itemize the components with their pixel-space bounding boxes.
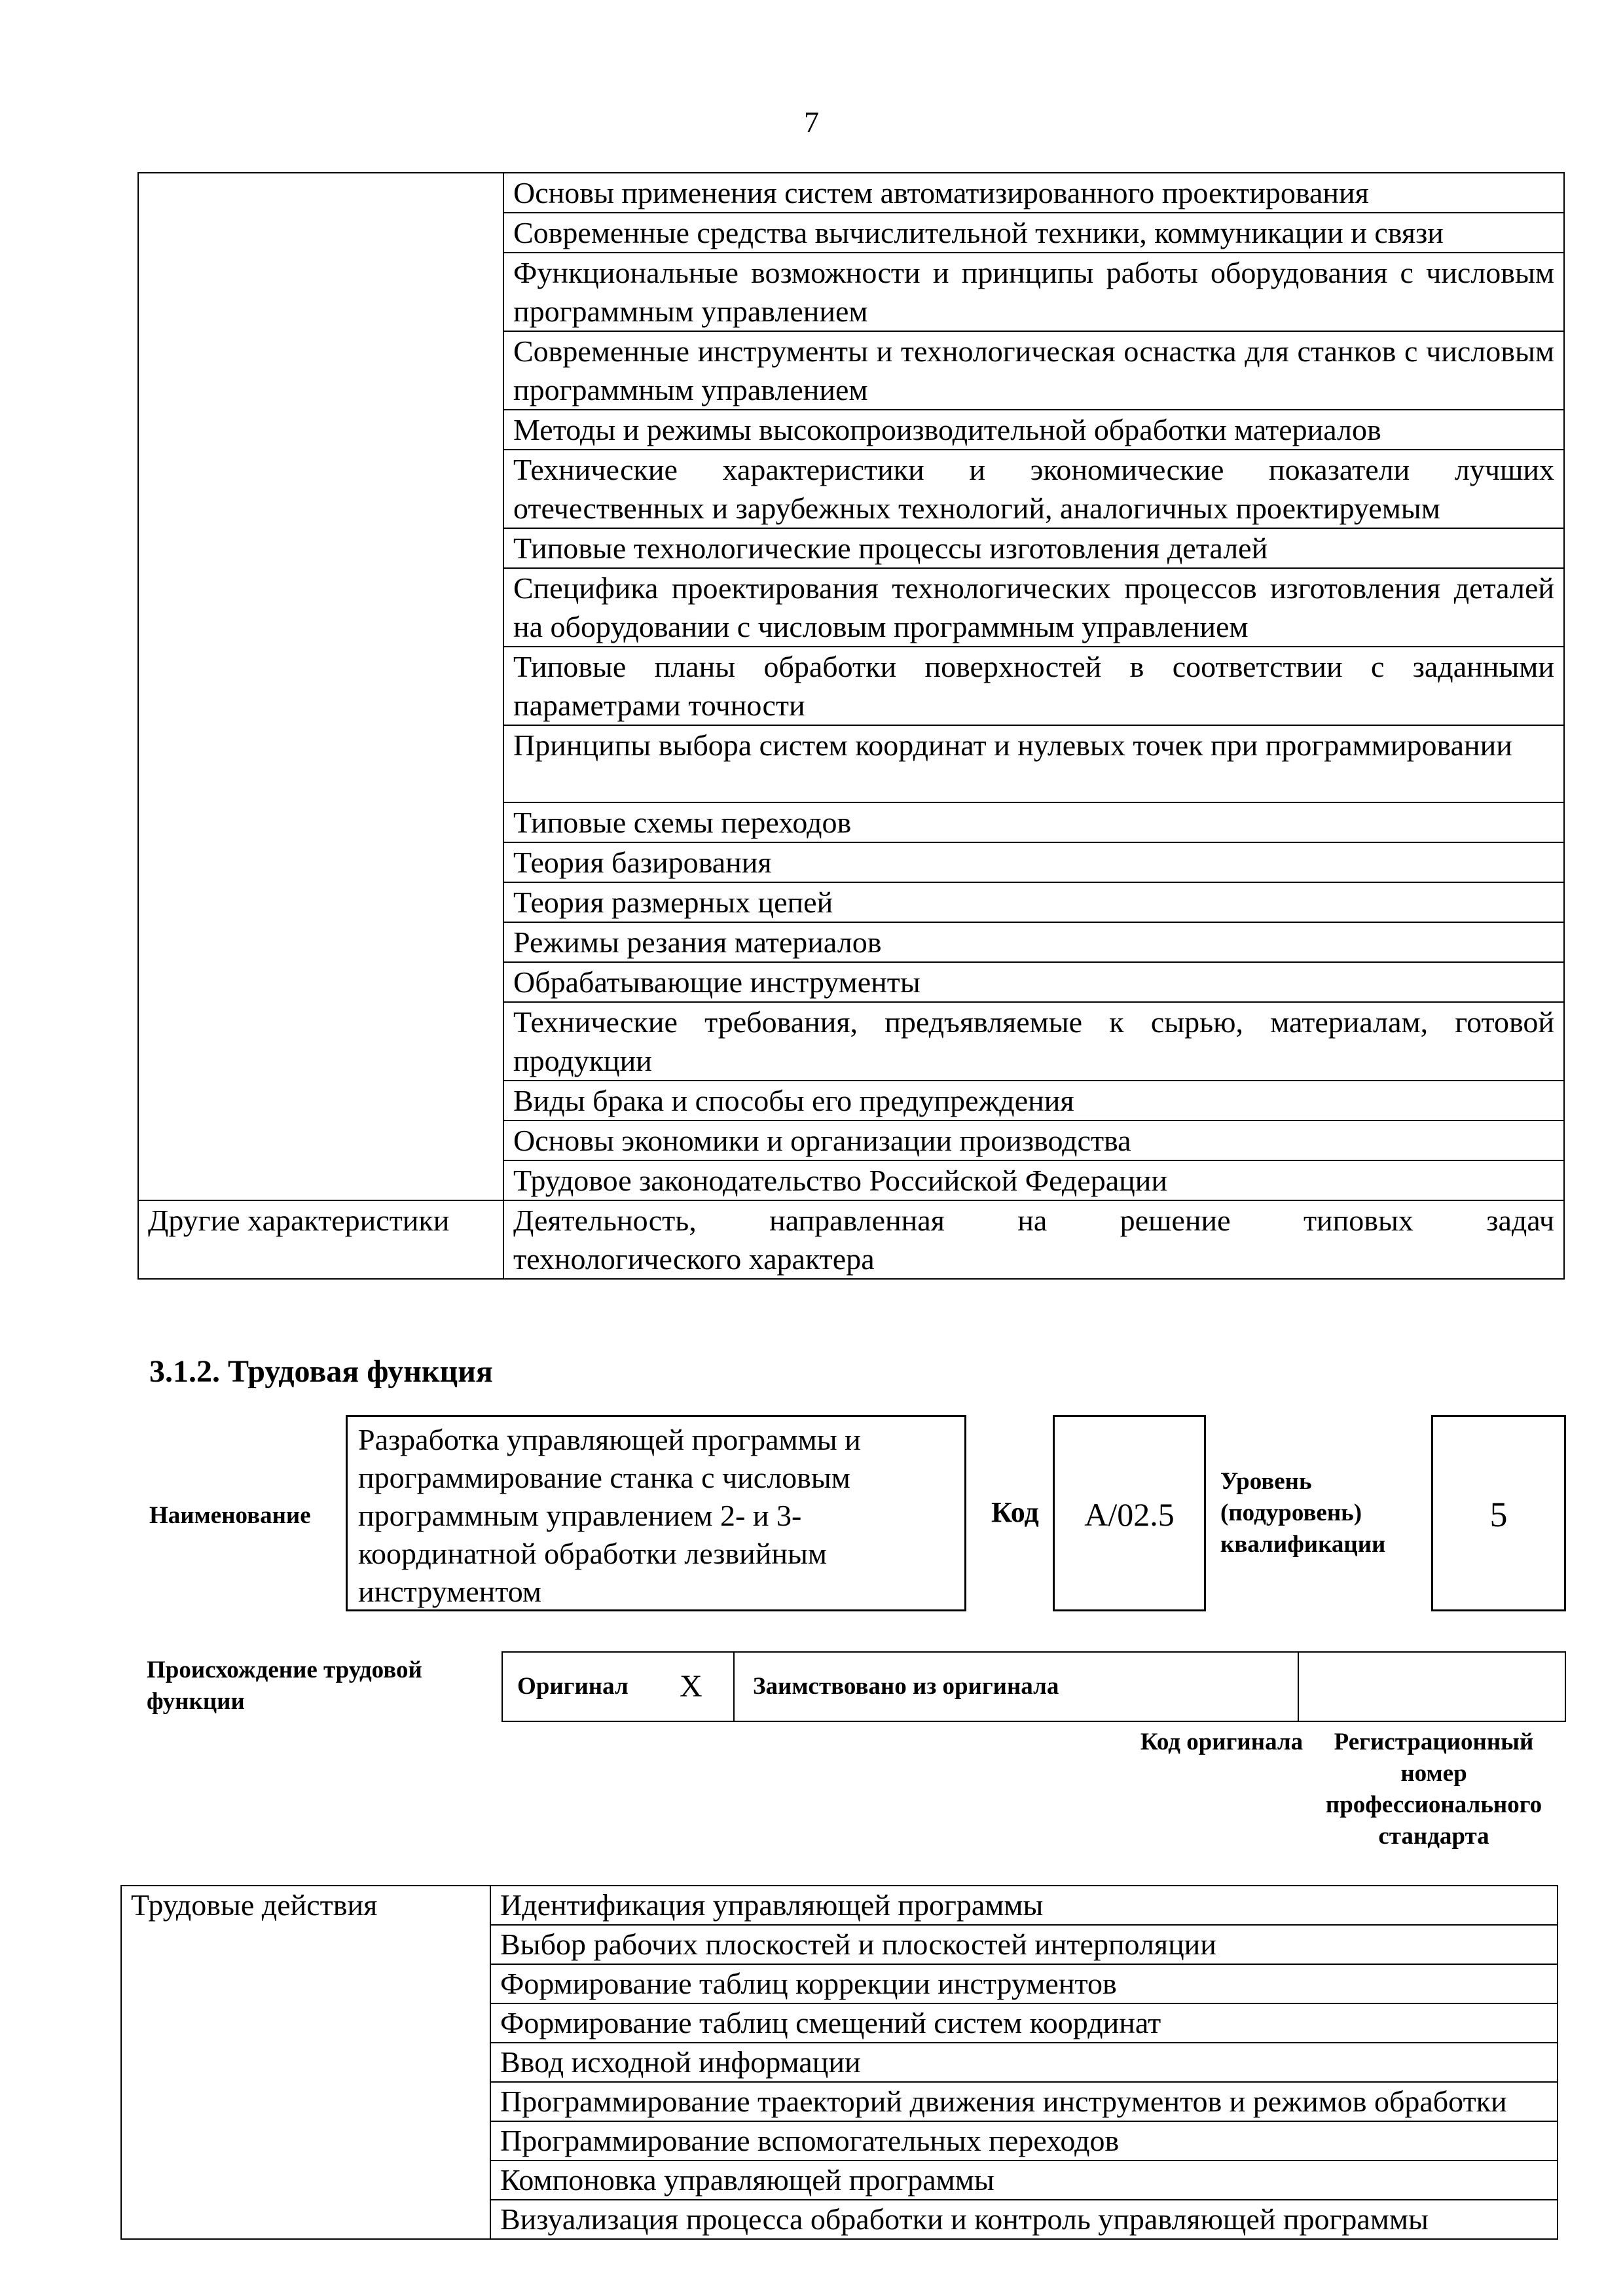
level-label: Уровень (подуровень) квалификации	[1220, 1468, 1386, 1558]
level-value-box: 5	[1431, 1415, 1566, 1611]
knowledge-item: Типовые технологические процессы изготовления деталей	[503, 528, 1564, 568]
other-characteristics-value	[503, 1200, 1564, 1279]
action-item: Ввод исходной информации	[490, 2043, 1558, 2082]
empty-label-cell	[138, 173, 503, 1200]
knowledge-item: Обрабатывающие инструменты	[503, 962, 1564, 1002]
action-item: Формирование таблиц коррекции инструментов	[490, 1964, 1558, 2003]
code-value-box: A/02.5	[1053, 1415, 1206, 1611]
divider	[733, 1653, 735, 1721]
table-row	[138, 1200, 1564, 1279]
actions-label: Трудовые действия	[121, 1886, 490, 2239]
origin-box	[501, 1651, 1566, 1722]
actions-table	[120, 1885, 1558, 2240]
knowledge-item: Теория базирования	[503, 842, 1564, 882]
knowledge-item: Трудовое законодательство Российской Федерации	[503, 1160, 1564, 1200]
registration-caption: Регистрационный номер профессионального стандарта	[1325, 1729, 1542, 1850]
knowledge-item: Специфика проектирования технологических процессов изготовления деталей на оборудовании с числовым программным управлением	[503, 568, 1564, 647]
original-label: Оригинал	[517, 1673, 629, 1700]
knowledge-item: Типовые схемы переходов	[503, 802, 1564, 842]
function-name-box: Разработка управляющей программы и программирование станка с числовым программным управлением 2- и 3-координатной обработки лезвийным инструментом	[346, 1415, 966, 1611]
section-heading: 3.1.2. Трудовая функция	[149, 1354, 493, 1389]
knowledge-item: Основы применения систем автоматизированного проектирования	[503, 173, 1564, 213]
knowledge-item: Современные инструменты и технологическая оснастка для станков с числовым программным управлением	[503, 331, 1564, 410]
divider	[1298, 1653, 1299, 1721]
knowledge-item: Теория размерных цепей	[503, 882, 1564, 922]
action-item: Выбор рабочих плоскостей и плоскостей интерполяции	[490, 1925, 1558, 1964]
other-characteristics-label: Другие характеристики	[138, 1200, 503, 1279]
knowledge-item: Функциональные возможности и принципы работы оборудования с числовым программным управлением	[503, 253, 1564, 331]
knowledge-table	[137, 172, 1565, 1280]
action-item: Программирование траекторий движения инструментов и режимов обработки	[490, 2082, 1558, 2121]
other-value-line1: Деятельность, направленная на решение типовых задач	[513, 1204, 1554, 1237]
knowledge-item: Технические характеристики и экономические показатели лучших отечественных и зарубежных технологий, аналогичных проектируемым	[503, 450, 1564, 528]
code-caption: Код оригинала	[1140, 1729, 1304, 1755]
original-mark: X	[680, 1669, 702, 1704]
action-item: Программирование вспомогательных переходов	[490, 2121, 1558, 2161]
knowledge-item: Основы экономики и организации производства	[503, 1121, 1564, 1160]
action-item: Визуализация процесса обработки и контроль управляющей программы	[490, 2200, 1558, 2239]
name-label: Наименование	[149, 1502, 311, 1529]
knowledge-item: Современные средства вычислительной техники, коммуникации и связи	[503, 213, 1564, 253]
borrowed-label: Заимствовано из оригинала	[753, 1673, 1059, 1700]
page-number: 7	[804, 105, 819, 139]
knowledge-item: Типовые планы обработки поверхностей в соответствии с заданными параметрами точности	[503, 647, 1564, 725]
origin-label: Происхождение трудовой функции	[147, 1657, 422, 1715]
knowledge-item: Технические требования, предъявляемые к сырью, материалам, готовой продукции	[503, 1002, 1564, 1081]
knowledge-item: Принципы выбора систем координат и нулевых точек при программировании	[503, 725, 1564, 802]
code-label: Код	[991, 1496, 1039, 1528]
table-row	[138, 173, 1564, 213]
other-value-line2: технологического характера	[513, 1242, 875, 1276]
table-row	[121, 1886, 1558, 1925]
action-item: Формирование таблиц смещений систем координат	[490, 2003, 1558, 2043]
action-item: Компоновка управляющей программы	[490, 2161, 1558, 2200]
knowledge-item: Режимы резания материалов	[503, 922, 1564, 962]
knowledge-item: Виды брака и способы его предупреждения	[503, 1081, 1564, 1121]
knowledge-item: Методы и режимы высокопроизводительной обработки материалов	[503, 410, 1564, 450]
action-item: Идентификация управляющей программы	[490, 1886, 1558, 1925]
